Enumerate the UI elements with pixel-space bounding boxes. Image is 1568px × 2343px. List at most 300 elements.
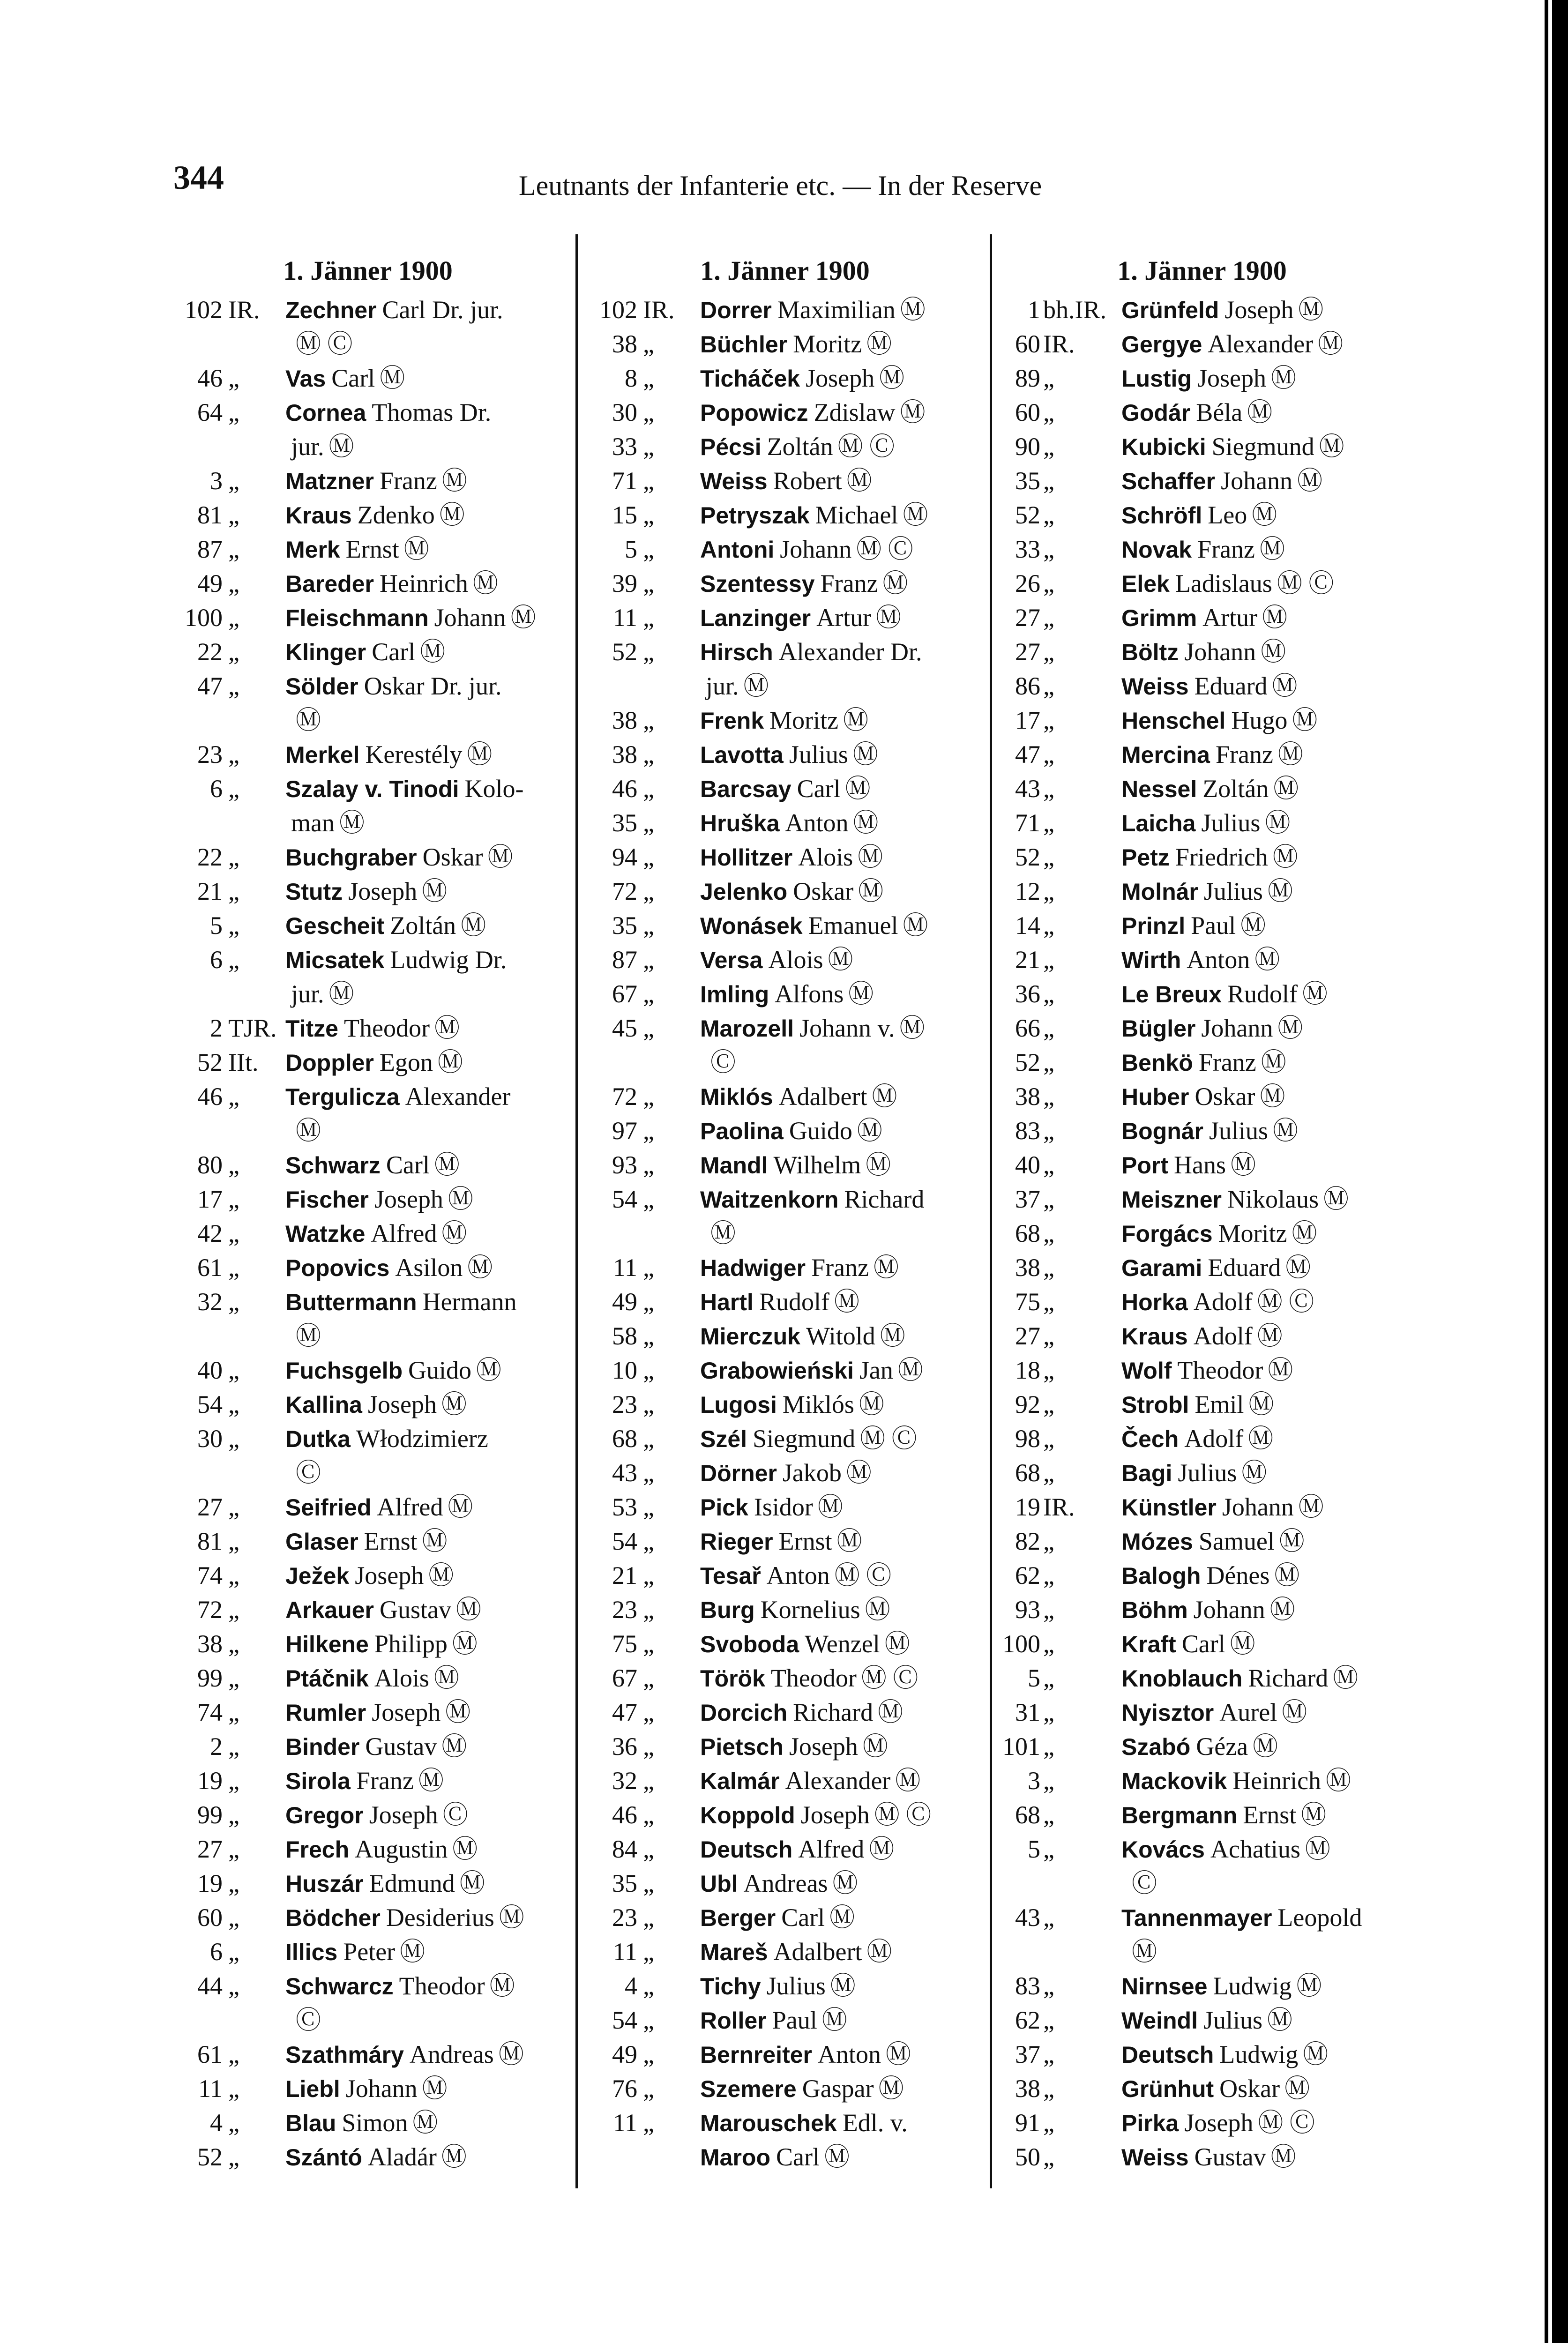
decoration-marks: Ⓜ: [499, 1903, 524, 1932]
surname: Paolina: [700, 1118, 784, 1144]
regiment-number: 86: [1015, 672, 1040, 700]
officer-name: [1116, 977, 1408, 1011]
regiment-number: 62: [1015, 1561, 1040, 1589]
given-name: Adolf: [1184, 1425, 1244, 1453]
surname: Petz: [1121, 844, 1170, 871]
unit-abbreviation: „: [1043, 569, 1054, 597]
unit-abbreviation: „: [1043, 672, 1054, 700]
list-item: [583, 1935, 986, 1969]
list-item: [583, 1319, 986, 1353]
column-heading: 1. Jänner 1900: [700, 255, 870, 286]
decoration-marks: Ⓜ: [1272, 843, 1298, 871]
surname: Popowicz: [700, 400, 808, 426]
officer-name: [694, 1251, 986, 1285]
given-name: Franz: [1198, 1048, 1256, 1076]
decoration-marks: Ⓜ: [866, 330, 892, 358]
list-item: [169, 909, 567, 943]
officer-name: [1116, 738, 1408, 772]
unit-abbreviation: [1040, 1866, 1116, 1901]
list-item: [169, 1422, 567, 1456]
surname: Ptáčnik: [285, 1665, 369, 1692]
regiment-number: 72: [197, 1596, 223, 1624]
list-item: [169, 772, 567, 806]
regiment-number: 18: [1015, 1356, 1040, 1384]
officer-name: [1116, 1319, 1408, 1353]
officer-name: [280, 1490, 567, 1524]
decoration-marks: Ⓜ: [1326, 1767, 1351, 1795]
regiment-number: 23: [612, 1903, 637, 1932]
regiment-number: 44: [197, 1972, 223, 2000]
surname: Forgács: [1121, 1221, 1213, 1247]
given-name: Alfred: [371, 1219, 437, 1247]
surname: Grimm: [1121, 605, 1197, 631]
list-item: [996, 2106, 1408, 2140]
regiment-number: [996, 1935, 1040, 1969]
list-item: [996, 1627, 1408, 1661]
officer-name: [1116, 1011, 1408, 1045]
officer-name: [1116, 293, 1408, 327]
given-name: Géza: [1196, 1732, 1248, 1761]
surname: Marouschek: [700, 2110, 837, 2136]
decoration-marks: Ⓜ: [441, 467, 467, 495]
unit-abbreviation: „: [1043, 809, 1054, 837]
given-name: Wenzel: [805, 1630, 880, 1658]
officer-name: [694, 464, 986, 498]
list-item: [996, 1251, 1408, 1285]
list-item: [583, 567, 986, 601]
regiment-number: 21: [1015, 946, 1040, 974]
surname: Pécsi: [700, 434, 762, 460]
given-name: Carl: [331, 364, 375, 392]
unit-abbreviation: „: [228, 1082, 239, 1111]
unit-abbreviation: „: [228, 775, 239, 803]
regiment-number: 42: [197, 1219, 223, 1247]
officer-name: [1116, 1148, 1408, 1182]
surname: Bödcher: [285, 1905, 381, 1931]
given-name: Alexander Dr.: [778, 638, 922, 666]
surname: Bognár: [1121, 1118, 1203, 1144]
decoration-marks: Ⓜ: [866, 1938, 892, 1966]
given-name: Asilon: [395, 1254, 463, 1282]
officer-name: [1116, 1901, 1408, 1935]
surname: Frenk: [700, 708, 764, 734]
given-name: Maximilian: [777, 296, 896, 324]
given-name: Gaspar: [802, 2074, 874, 2103]
given-name: jur.: [706, 672, 739, 700]
regiment-number: 54: [612, 2006, 637, 2034]
decoration-marks: Ⓜ: [412, 2109, 438, 2137]
surname: Tergulicza: [285, 1084, 400, 1110]
unit-abbreviation: „: [643, 1082, 654, 1111]
officer-name: [280, 430, 567, 464]
surname: Stutz: [285, 879, 343, 905]
regiment-number: 81: [197, 1527, 223, 1555]
given-name: Joseph: [372, 1698, 441, 1726]
officer-name: [1116, 1559, 1408, 1593]
regiment-number: 27: [197, 1835, 223, 1863]
officer-name: [280, 806, 567, 840]
regiment-number: 37: [1015, 2040, 1040, 2068]
unit-abbreviation: „: [1043, 1390, 1054, 1418]
unit-abbreviation: „: [1043, 398, 1054, 426]
surname: Bügler: [1121, 1015, 1196, 1042]
regiment-number: 46: [612, 775, 637, 803]
given-name: Rudolf: [759, 1288, 829, 1316]
unit-abbreviation: „: [643, 535, 654, 563]
officer-name: [1116, 395, 1408, 430]
officer-name: [694, 772, 986, 806]
decoration-marks: Ⓜ: [1257, 1322, 1283, 1350]
regiment-number: 33: [1015, 535, 1040, 563]
decoration-marks: Ⓜ: [487, 843, 513, 871]
regiment-number: 53: [612, 1493, 637, 1521]
given-name: Joseph: [789, 1732, 858, 1761]
decoration-marks: Ⓜ: [441, 1732, 467, 1761]
decoration-marks: Ⓜ: [1269, 1596, 1295, 1624]
list-item: [583, 327, 986, 361]
unit-abbreviation: „: [1043, 706, 1054, 734]
unit-abbreviation: „: [643, 1972, 654, 2000]
given-name: Paul: [1191, 911, 1236, 940]
decoration-marks: Ⓜ: [422, 2074, 448, 2103]
list-item: [996, 395, 1408, 430]
list-item: [169, 874, 567, 909]
regiment-number: 52: [1015, 1048, 1040, 1076]
unit-abbreviation: „: [643, 1117, 654, 1145]
given-name: Johann v.: [799, 1014, 895, 1042]
officer-name: [280, 1593, 567, 1627]
list-item: [169, 1319, 567, 1353]
surname: Maroo: [700, 2144, 770, 2171]
given-name: Hermann: [422, 1288, 517, 1316]
officer-name: [1116, 498, 1408, 532]
given-name: Franz: [1197, 535, 1255, 563]
officer-name: [694, 1661, 986, 1695]
officer-name: [694, 395, 986, 430]
decoration-marks: Ⓜ Ⓒ: [874, 1801, 932, 1829]
unit-abbreviation: „: [228, 1903, 239, 1932]
surname: Doppler: [285, 1050, 374, 1076]
given-name: Julius: [1178, 1459, 1237, 1487]
given-name: Franz: [379, 467, 437, 495]
regiment-number: 27: [1015, 604, 1040, 632]
surname: Bareder: [285, 571, 374, 597]
given-name: Julius: [1203, 2006, 1263, 2034]
decoration-marks: Ⓜ: [420, 638, 446, 666]
list-item: [996, 1730, 1408, 1764]
officer-name: [1116, 464, 1408, 498]
unit-abbreviation: „: [228, 1835, 239, 1863]
officer-name: [280, 1627, 567, 1661]
decoration-marks: Ⓜ: [857, 1117, 882, 1145]
unit-abbreviation: „: [643, 1938, 654, 1966]
list-item: [996, 1832, 1408, 1866]
list-item: [169, 1353, 567, 1388]
decoration-marks: Ⓜ: [296, 1117, 321, 1145]
list-item: [583, 1114, 986, 1148]
decoration-marks: Ⓜ: [1248, 1390, 1274, 1418]
surname: Nyisztor: [1121, 1700, 1214, 1726]
unit-abbreviation: „: [228, 1425, 239, 1453]
surname: Bergmann: [1121, 1802, 1238, 1828]
regiment-number: 22: [197, 843, 223, 871]
unit-abbreviation: „: [1043, 1664, 1054, 1692]
given-name: Paul: [772, 2006, 817, 2034]
list-item: [583, 1422, 986, 1456]
decoration-marks: Ⓜ: [1230, 1151, 1256, 1179]
list-item: [996, 1764, 1408, 1798]
surname: Kallina: [285, 1392, 362, 1418]
regiment-number: 21: [197, 877, 223, 905]
given-name: Alfred: [798, 1835, 865, 1863]
regiment-number: 36: [1015, 980, 1040, 1008]
unit-abbreviation: „: [643, 1527, 654, 1555]
list-item: [996, 1456, 1408, 1490]
regiment-number: [169, 327, 223, 361]
list-item: [583, 977, 986, 1011]
decoration-marks: Ⓜ: [448, 1185, 473, 1213]
surname: Ježek: [285, 1563, 350, 1589]
scan-edge-right-inner: [1545, 0, 1548, 2343]
regiment-number: 100: [1002, 1630, 1040, 1658]
unit-abbreviation: „: [643, 1596, 654, 1624]
decoration-marks: Ⓜ: [876, 604, 902, 632]
decoration-marks: Ⓜ: [403, 535, 429, 563]
list-item: [583, 1251, 986, 1285]
unit-abbreviation: „: [643, 1630, 654, 1658]
list-item: [169, 1490, 567, 1524]
decoration-marks: Ⓜ: [1262, 604, 1288, 632]
regiment-number: 27: [1015, 638, 1040, 666]
given-name: Johann: [1222, 1493, 1294, 1521]
regiment-number: 4: [210, 2109, 223, 2137]
surname: Grünfeld: [1121, 297, 1219, 323]
unit-abbreviation: „: [643, 433, 654, 461]
decoration-marks: Ⓜ: [836, 1527, 862, 1555]
given-name: Theodor: [399, 1972, 485, 2000]
officer-name: [280, 1969, 567, 2003]
list-item: [169, 2072, 567, 2106]
surname: Lugosi: [700, 1392, 777, 1418]
list-item: [583, 772, 986, 806]
decoration-marks: Ⓜ: [846, 467, 872, 495]
surname: Lavotta: [700, 742, 784, 768]
surname: Le Breux: [1121, 981, 1222, 1007]
unit-abbreviation: „: [228, 398, 239, 426]
decoration-marks: Ⓜ: [448, 1493, 473, 1521]
officer-name: [694, 430, 986, 464]
given-name: Siegmund: [1211, 433, 1314, 461]
list-item: [583, 2072, 986, 2106]
officer-name: [694, 293, 986, 327]
decoration-marks: Ⓒ: [296, 2006, 321, 2034]
regiment-number: 93: [1015, 1596, 1040, 1624]
list-item: [996, 909, 1408, 943]
given-name: Richard: [1248, 1664, 1329, 1692]
regiment-number: 61: [197, 2040, 223, 2068]
regiment-number: 67: [612, 1664, 637, 1692]
officer-name: [1116, 909, 1408, 943]
regiment-number: 67: [612, 980, 637, 1008]
surname: Imling: [700, 981, 769, 1007]
list-item: [169, 1593, 567, 1627]
list-item: [583, 1490, 986, 1524]
officer-name: [1116, 669, 1408, 703]
regiment-number: 37: [1015, 1185, 1040, 1213]
regiment-number: 47: [1015, 740, 1040, 769]
regiment-number: [169, 2003, 223, 2037]
regiment-number: 33: [612, 433, 637, 461]
list-item: [169, 635, 567, 669]
unit-abbreviation: „: [1043, 946, 1054, 974]
list-item: [996, 1045, 1408, 1080]
officer-name: [694, 1456, 986, 1490]
decoration-marks: Ⓜ: [1319, 433, 1344, 461]
unit-abbreviation: „: [643, 1561, 654, 1589]
unit-abbreviation: „: [1043, 1561, 1054, 1589]
unit-abbreviation: „: [1043, 1356, 1054, 1384]
list-item: [583, 1524, 986, 1559]
given-name: Oskar: [793, 877, 854, 905]
officer-name: [280, 1559, 567, 1593]
regiment-number: 12: [1015, 877, 1040, 905]
given-name: Artur: [1202, 604, 1258, 632]
decoration-marks: Ⓜ: [1305, 1835, 1330, 1863]
officer-name: [280, 1901, 567, 1935]
decoration-marks: Ⓜ Ⓒ: [837, 433, 895, 461]
given-name: Kolo-: [464, 775, 524, 803]
given-name: Franz: [1215, 740, 1273, 769]
given-name: Ladislaus: [1175, 569, 1272, 597]
regiment-number: 80: [197, 1151, 223, 1179]
unit-abbreviation: „: [1043, 1903, 1054, 1932]
regiment-number: 5: [1028, 1835, 1040, 1863]
regiment-number: 5: [210, 911, 223, 940]
officer-name: [1116, 1661, 1408, 1695]
regiment-number: 68: [1015, 1219, 1040, 1247]
given-name: Joseph: [1225, 296, 1294, 324]
decoration-marks: Ⓜ: [1272, 672, 1298, 700]
officer-name: [1116, 532, 1408, 567]
surname: Fischer: [285, 1186, 369, 1213]
officer-name: [1116, 1764, 1408, 1798]
unit-abbreviation: „: [643, 1869, 654, 1897]
decoration-marks: Ⓜ: [824, 2143, 850, 2171]
decoration-marks: Ⓜ: [1252, 501, 1277, 529]
surname: Liebl: [285, 2076, 340, 2102]
unit-abbreviation: [637, 1216, 694, 1251]
unit-abbreviation: „: [1043, 1596, 1054, 1624]
regiment-number: 35: [612, 911, 637, 940]
regiment-number: 17: [1015, 706, 1040, 734]
given-name: Dénes: [1206, 1561, 1270, 1589]
surname: Fuchsgelb: [285, 1358, 403, 1384]
regiment-number: 50: [1015, 2143, 1040, 2171]
decoration-marks: Ⓜ: [498, 2040, 524, 2068]
list-item: [996, 669, 1408, 703]
decoration-marks: Ⓜ: [829, 1903, 855, 1932]
column-1: [169, 244, 567, 2174]
regiment-number: 91: [1015, 2109, 1040, 2137]
regiment-number: 2: [210, 1732, 223, 1761]
surname: Strobl: [1121, 1392, 1189, 1418]
decoration-marks: Ⓜ: [828, 946, 853, 974]
list-item: [169, 532, 567, 567]
given-name: Heinrich: [1232, 1767, 1322, 1795]
regiment-number: [169, 1114, 223, 1148]
unit-abbreviation: „: [1043, 2143, 1054, 2171]
given-name: Isidor: [754, 1493, 813, 1521]
unit-abbreviation: „: [643, 1835, 654, 1863]
officer-name: [280, 1661, 567, 1695]
unit-abbreviation: „: [228, 2143, 239, 2171]
list-item: [996, 1353, 1408, 1388]
unit-abbreviation: „: [228, 638, 239, 666]
unit-abbreviation: „: [1043, 877, 1054, 905]
officer-name: [694, 2106, 986, 2140]
decoration-marks: Ⓜ: [441, 1390, 467, 1418]
list-item: [996, 1695, 1408, 1730]
surname: Ubl: [700, 1871, 738, 1897]
unit-abbreviation: „: [1043, 775, 1054, 803]
officer-name: [694, 2003, 986, 2037]
given-name: Andreas: [409, 2040, 494, 2068]
surname: Bagi: [1121, 1460, 1172, 1486]
list-item: [169, 464, 567, 498]
decoration-marks: Ⓜ: [743, 672, 769, 700]
list-item: [996, 1935, 1408, 1969]
regiment-number: 6: [210, 775, 223, 803]
unit-abbreviation: „: [643, 1014, 654, 1042]
unit-abbreviation: „: [228, 1288, 239, 1316]
list-item: [169, 1832, 567, 1866]
decoration-marks: Ⓜ: [296, 1322, 321, 1350]
officer-name: [694, 1730, 986, 1764]
unit-abbreviation: „: [228, 364, 239, 392]
officer-name: [694, 1011, 986, 1045]
list-item: [169, 1216, 567, 1251]
list-item: [583, 1969, 986, 2003]
surname: Knoblauch: [1121, 1665, 1243, 1692]
officer-name: [1116, 1935, 1408, 1969]
given-name: Julius: [1209, 1117, 1269, 1145]
surname: Ticháček: [700, 366, 800, 392]
unit-abbreviation: „: [228, 1767, 239, 1795]
unit-abbreviation: „: [643, 1151, 654, 1179]
list-item: [583, 806, 986, 840]
given-name: Oskar: [422, 843, 483, 871]
surname: Kalmár: [700, 1768, 780, 1794]
officer-name: [694, 1524, 986, 1559]
regiment-number: 6: [210, 946, 223, 974]
officer-name: [280, 1422, 567, 1456]
surname: Mierczuk: [700, 1323, 800, 1350]
column-divider: [990, 234, 992, 2188]
surname: Molnár: [1121, 879, 1198, 905]
given-name: Edl. v.: [842, 2109, 908, 2137]
given-name: Theodor: [344, 1014, 430, 1042]
unit-abbreviation: „: [1043, 1082, 1054, 1111]
decoration-marks: Ⓜ: [834, 1288, 859, 1316]
unit-abbreviation: „: [643, 604, 654, 632]
unit-abbreviation: „: [643, 1322, 654, 1350]
surname: Rumler: [285, 1700, 366, 1726]
officer-name: [1116, 1969, 1408, 2003]
regiment-number: 43: [612, 1459, 637, 1487]
regiment-number: 27: [197, 1493, 223, 1521]
officer-name: [1116, 601, 1408, 635]
list-item: [996, 1216, 1408, 1251]
